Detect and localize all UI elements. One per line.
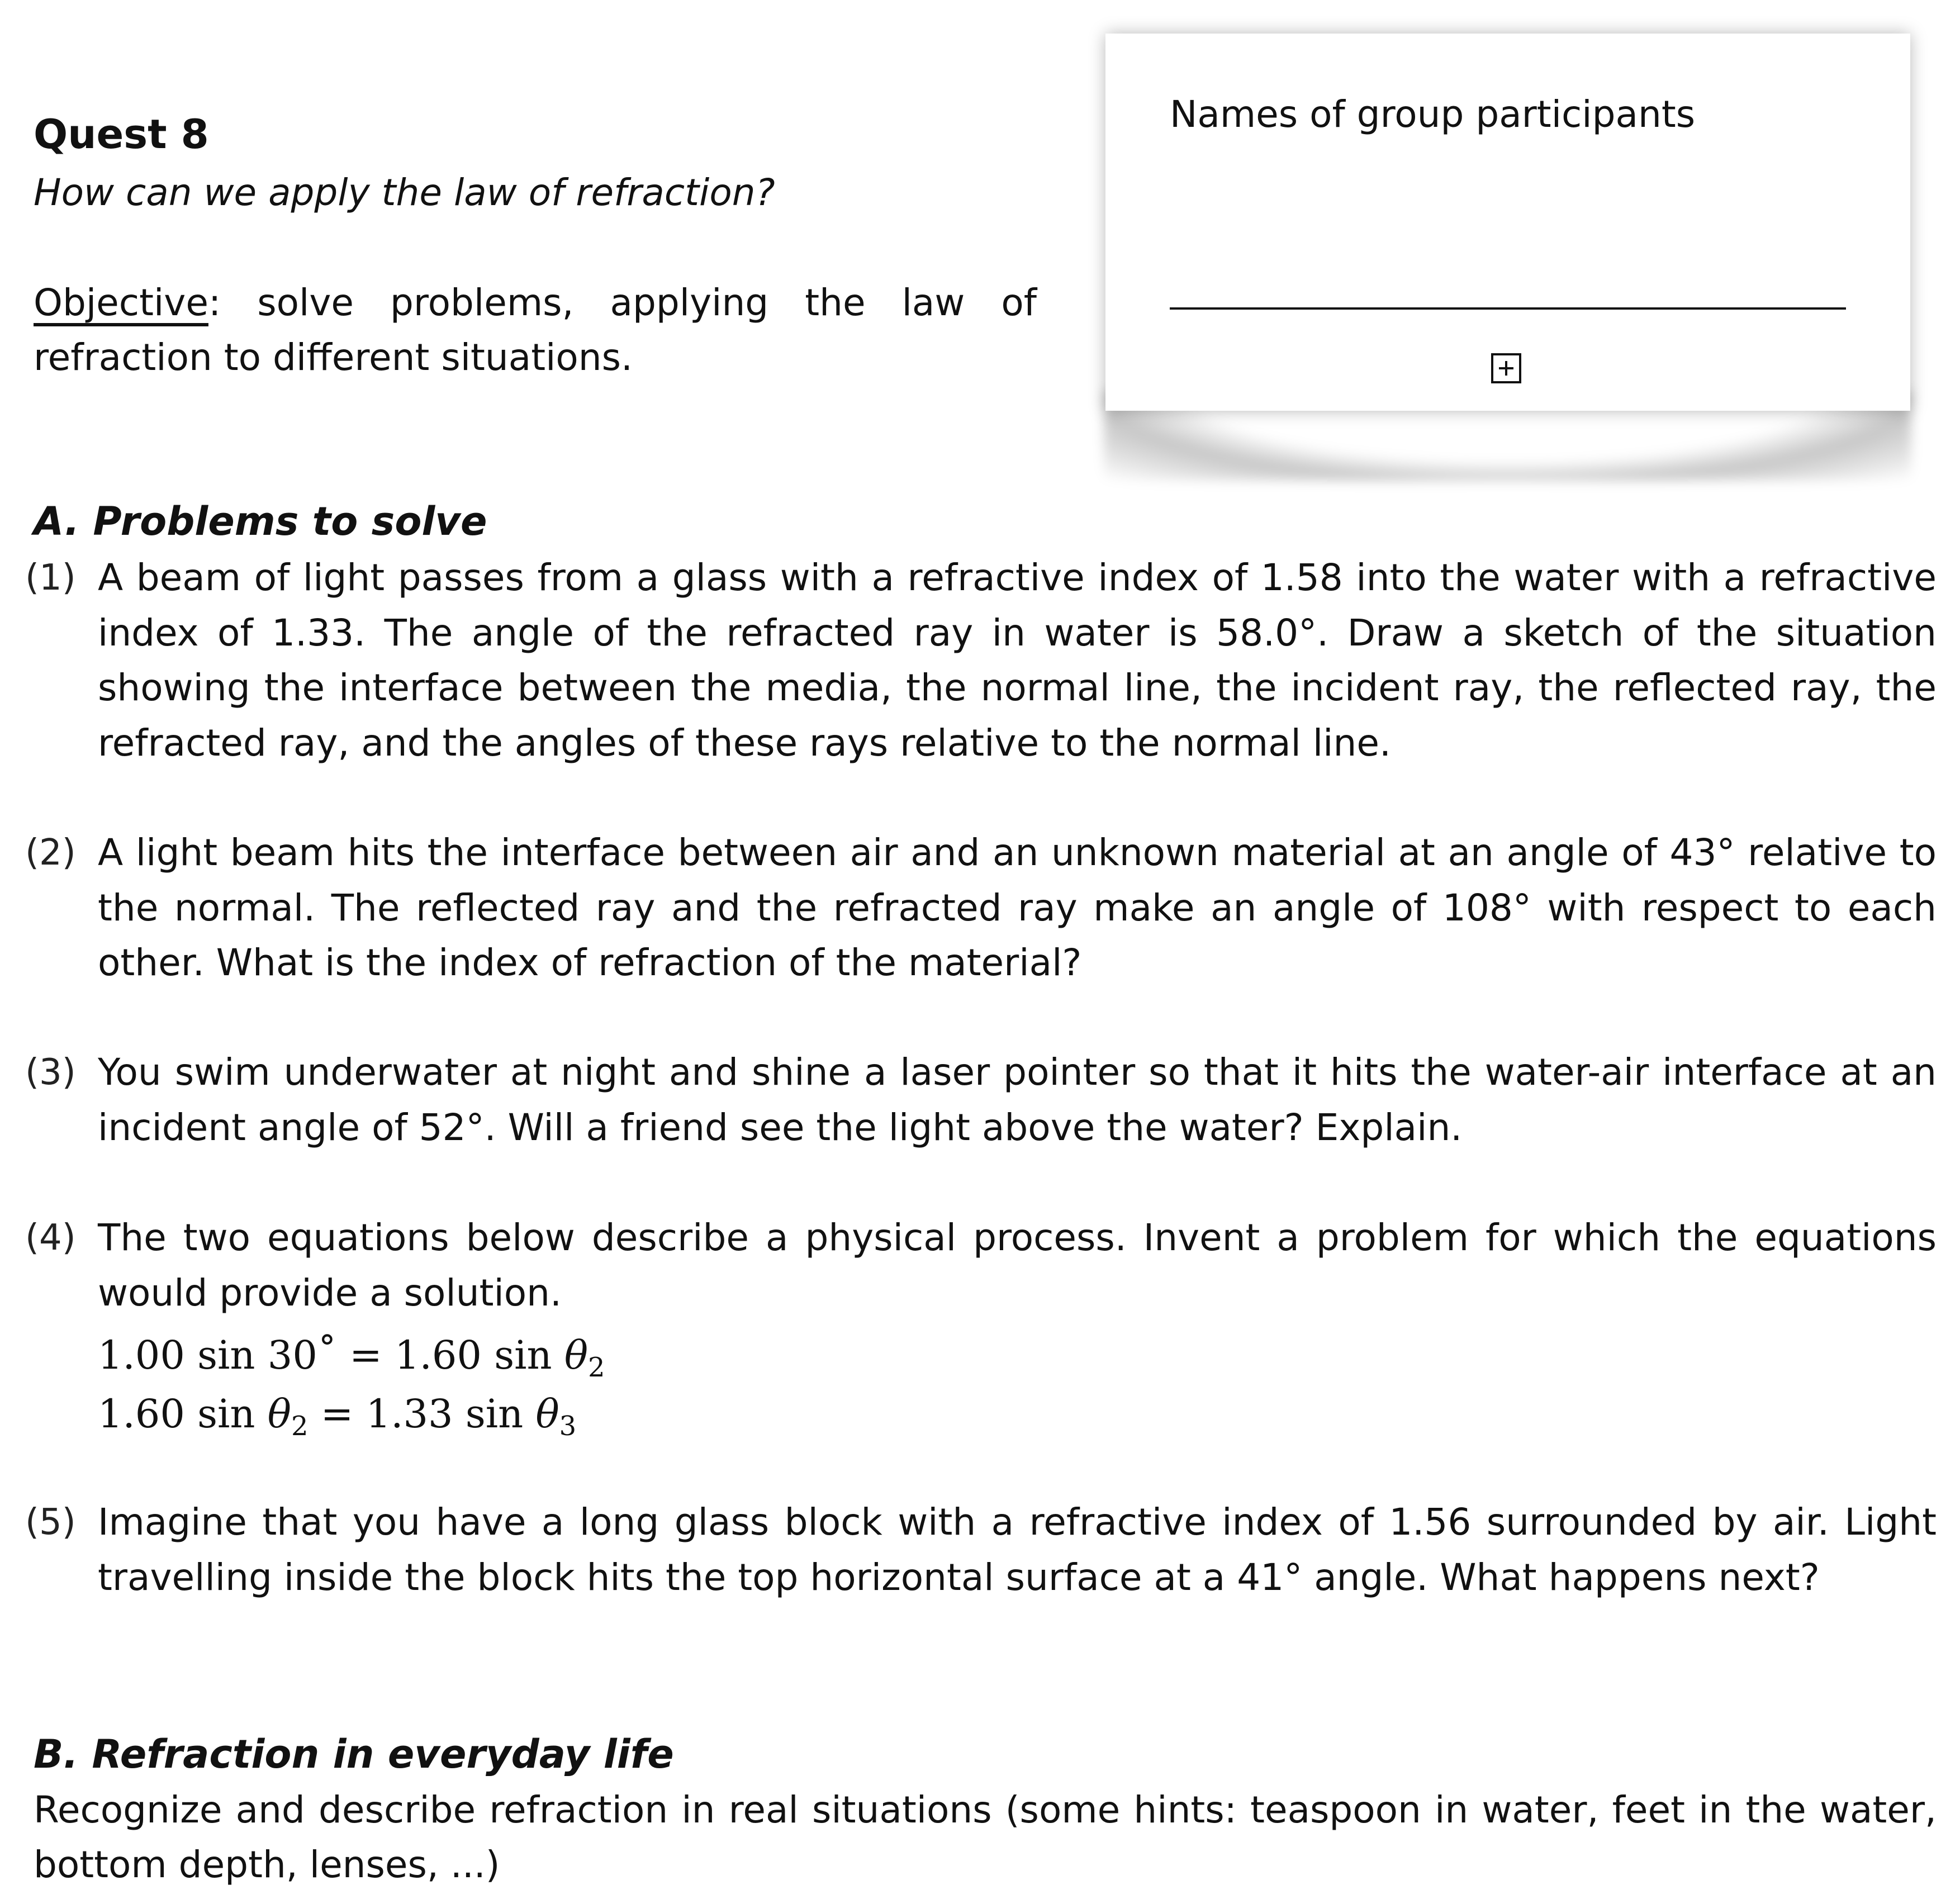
eq2-theta-2: θ bbox=[535, 1391, 559, 1437]
eq2-sub3: 3 bbox=[559, 1411, 577, 1442]
quest-title: Quest 8 bbox=[34, 111, 209, 158]
equation-2 bbox=[98, 1384, 576, 1444]
eq2-sin-2: sin bbox=[465, 1391, 524, 1437]
problem-text: You swim underwater at night and shine a laser pointer so that it hits the water-air interface at an incident angle of 52°. Will a friend see the light above the water? Explain. bbox=[98, 1051, 1937, 1149]
participants-card bbox=[1105, 34, 1910, 411]
objective-text: : solve problems, applying the law of refraction to different situations. bbox=[34, 281, 1037, 379]
eq2-n3: 1.33 bbox=[366, 1391, 453, 1437]
eq2-sin: sin bbox=[197, 1391, 255, 1437]
participants-title: Names of group participants bbox=[1170, 93, 1696, 136]
section-a-heading: A. Problems to solve bbox=[34, 499, 487, 544]
plus-square-icon[interactable] bbox=[1491, 353, 1521, 383]
quest-question: How can we apply the law of refraction? bbox=[34, 171, 775, 214]
eq1-equals: = bbox=[349, 1332, 382, 1378]
objective-label: Objective bbox=[34, 281, 208, 324]
section-b-heading: B. Refraction in everyday life bbox=[34, 1731, 674, 1777]
eq1-theta: θ bbox=[564, 1332, 589, 1378]
eq2-n2: 1.60 bbox=[98, 1391, 185, 1437]
objective bbox=[34, 276, 1037, 385]
eq2-equals: = bbox=[320, 1391, 354, 1437]
problem-text: Imagine that you have a long glass block with a refractive index of 1.56 surrounded by air. Light travelling inside the block hits the top horizontal surface at a 41° angle. What happens next? bbox=[98, 1501, 1937, 1599]
problem-text: A light beam hits the interface between air and an unknown material at an angle of 43° relative to the normal. The reflected ray and the refracted ray make an angle of 108° with respect to each other. What is the index of refraction of the material? bbox=[98, 831, 1937, 984]
problem-text: A beam of light passes from a glass with a refractive index of 1.58 into the water with a refractive index of 1.33. The angle of the refracted ray in water is 58.0°. Draw a sketch of the situation showing the interface between the media, the normal line, the incident ray, the reflected ray, the refracted ray, and the angles of these rays relative to the normal line. bbox=[98, 556, 1937, 765]
problem-number: (3) bbox=[25, 1052, 76, 1093]
problem-text: The two equations below describe a physical process. Invent a problem for which the equations would provide a solution. bbox=[98, 1216, 1937, 1314]
eq1-sin: sin bbox=[197, 1332, 255, 1378]
problem-number: (4) bbox=[25, 1217, 76, 1259]
eq2-theta: θ bbox=[267, 1391, 291, 1437]
problem-number: (2) bbox=[25, 832, 76, 873]
equation-1 bbox=[98, 1326, 605, 1385]
eq1-sub: 2 bbox=[588, 1352, 605, 1383]
eq1-n1: 1.00 bbox=[98, 1332, 185, 1378]
section-b-text: Recognize and describe refraction in real situations (some hints: teaspoon in water, feet in the water, bottom depth, lenses, ...) bbox=[34, 1788, 1937, 1886]
eq2-sub2: 2 bbox=[291, 1411, 309, 1442]
eq1-sin-2: sin bbox=[494, 1332, 552, 1378]
problem-number: (5) bbox=[25, 1502, 76, 1543]
eq1-n2: 1.60 bbox=[395, 1332, 482, 1378]
participant-name-line[interactable] bbox=[1170, 307, 1846, 310]
problem-number: (1) bbox=[25, 557, 76, 599]
eq1-angle: 30˚ bbox=[267, 1332, 337, 1378]
